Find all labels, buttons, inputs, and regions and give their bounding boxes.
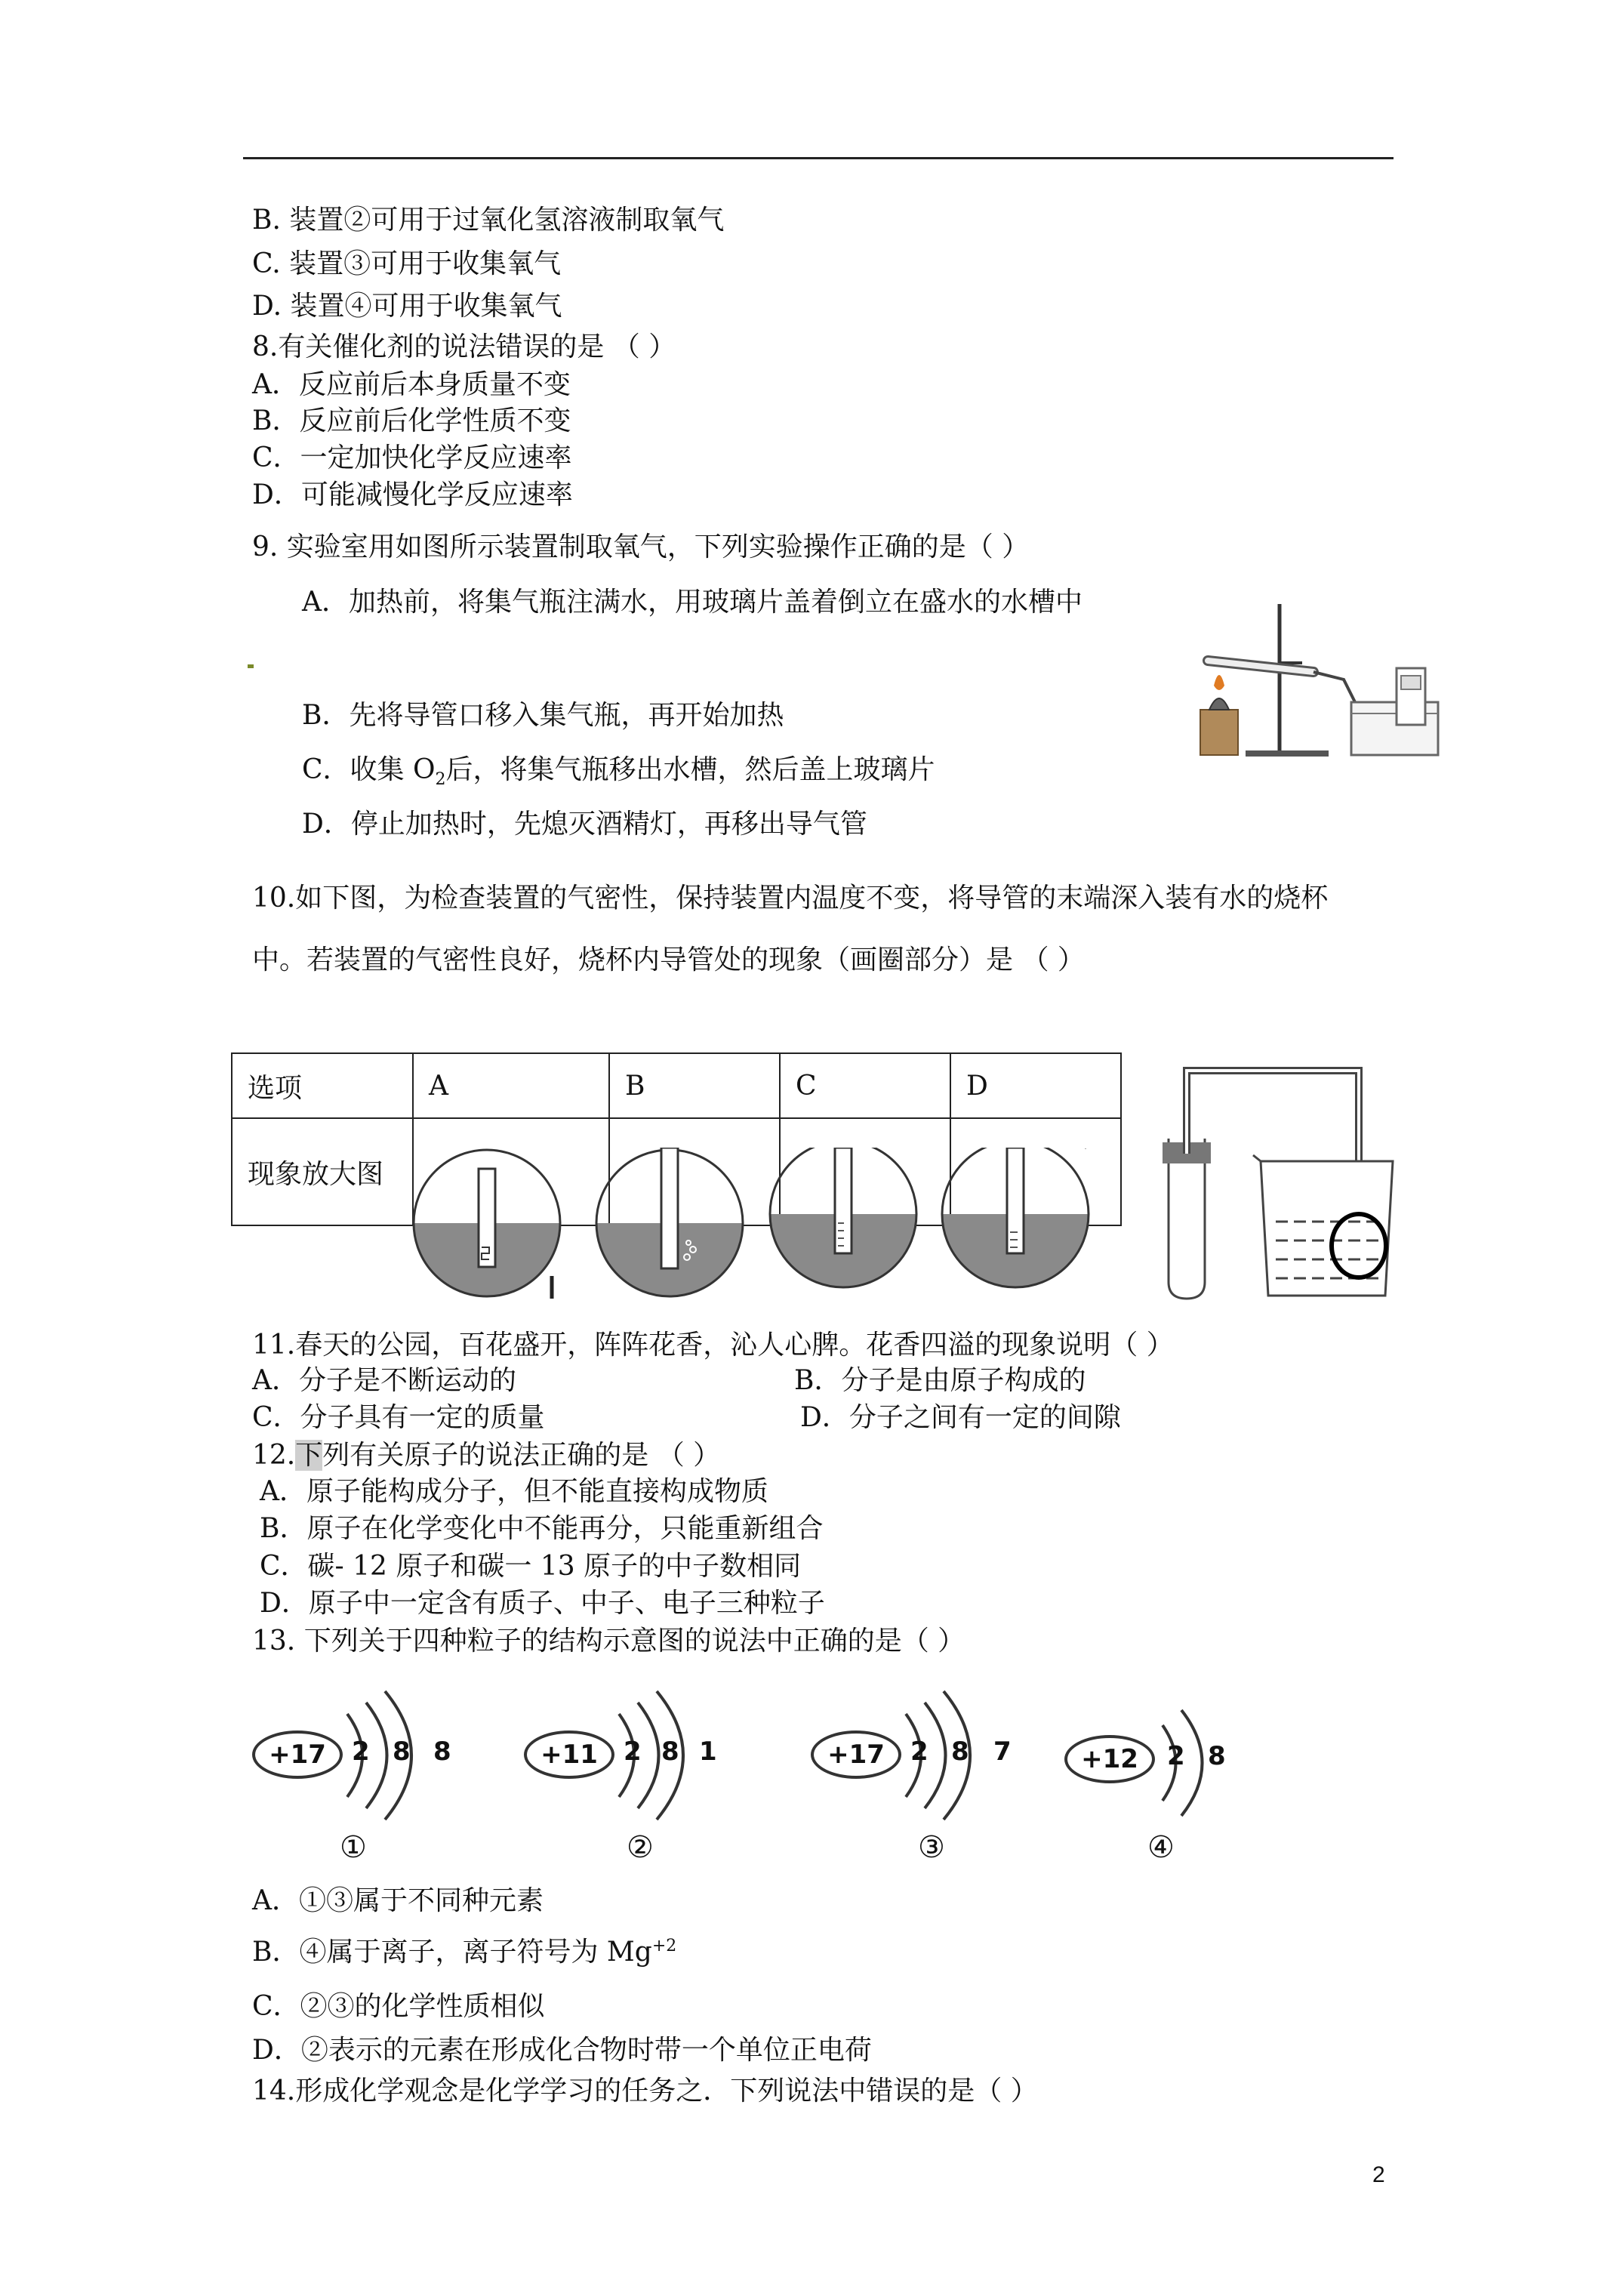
particle-2-label: ②	[627, 1830, 654, 1865]
particle-3-shell-1: 2	[910, 1737, 929, 1767]
q7-option-d: D. 装置④可用于收集氧气	[252, 291, 562, 322]
q10-stem-line1: 10.如下图，为检查装置的气密性，保持装置内温度不变，将导管的末端深入装有水的烧杯	[252, 883, 1329, 914]
particle-4-shell-2: 8	[1208, 1741, 1226, 1771]
particle-2-shell-2: 8	[661, 1737, 679, 1767]
page-number: 2	[1372, 2162, 1385, 2187]
particle-1-nucleus: +17	[252, 1730, 343, 1779]
q8-option-b: B．反应前后化学性质不变	[252, 405, 571, 436]
q10-view-c	[762, 1148, 929, 1297]
stray-mark	[248, 664, 254, 668]
q7-option-b: B. 装置②可用于过氧化氢溶液制取氧气	[252, 205, 725, 236]
q13-option-c: C．②③的化学性质相似	[252, 1991, 545, 2022]
particle-4	[1064, 1684, 1298, 1865]
particle-4-label: ④	[1147, 1830, 1175, 1865]
particle-2-shell-3: 1	[699, 1737, 717, 1767]
particle-3	[808, 1684, 1057, 1865]
q13-option-b: B．④属于离子，离子符号为 $Mg^{+2}$	[252, 1937, 677, 1968]
q12-option-d: D．原子中一定含有质子、中子、电子三种粒子	[260, 1588, 825, 1619]
q10-option-d-header: D	[950, 1053, 1121, 1118]
q9-option-d: D．停止加热时，先熄灭酒精灯，再移出导气管	[302, 809, 867, 840]
particle-3-nucleus: +17	[811, 1730, 901, 1779]
q9-option-c: C．收集 $O_2$后，将集气瓶移出水槽，然后盖上玻璃片	[302, 754, 935, 790]
q11-option-b: B．分子是由原子构成的	[794, 1365, 1086, 1396]
airtightness-apparatus	[1132, 1056, 1404, 1308]
q10-view-d	[936, 1148, 1102, 1297]
particle-4-nucleus: +12	[1064, 1735, 1155, 1783]
q14-stem: 14.形成化学观念是化学学习的任务之．下列说法中错误的是（ ）	[252, 2076, 1038, 2106]
q9-stem: 9. 实验室用如图所示装置制取氧气，下列实验操作正确的是（ ）	[252, 532, 1030, 562]
particle-1-shell-3: 8	[433, 1737, 451, 1767]
q12-option-c: C．碳- 12 原子和碳一 13 原子的中子数相同	[260, 1551, 802, 1582]
q13-option-a: A．①③属于不同种元素	[252, 1885, 544, 1916]
q10-row2-label: 现象放大图	[232, 1118, 413, 1225]
q12-stem: 12.下列有关原子的说法正确的是 （ ）	[252, 1440, 721, 1471]
q13-stem: 13. 下列关于四种粒子的结构示意图的说法中正确的是（ ）	[252, 1626, 965, 1657]
q12-option-a: A．原子能构成分子，但不能直接构成物质	[260, 1476, 768, 1507]
particle-1-shell-2: 8	[393, 1737, 411, 1767]
q10-magnified-views	[408, 1148, 1117, 1299]
q13-option-d: D．②表示的元素在形成化合物时带一个单位正电荷	[252, 2035, 872, 2066]
atomic-structures	[249, 1684, 1306, 1865]
q10-option-b-header: B	[609, 1053, 780, 1118]
particle-3-label: ③	[918, 1830, 945, 1865]
particle-3-shell-3: 7	[993, 1737, 1012, 1767]
q10-option-c-header: C	[780, 1053, 950, 1118]
q11-option-a: A．分子是不断运动的	[252, 1365, 516, 1396]
q10-view-b	[589, 1148, 755, 1299]
q10-option-a-header: A	[413, 1053, 609, 1118]
oxygen-apparatus-figure	[1185, 589, 1442, 763]
particle-2-shell-1: 2	[624, 1737, 642, 1767]
q8-option-c: C．一定加快化学反应速率	[252, 442, 572, 473]
q11-stem: 11.春天的公园，百花盛开，阵阵花香，沁人心脾。花香四溢的现象说明（ ）	[252, 1330, 1174, 1361]
q10-row1-label: 选项	[232, 1053, 413, 1118]
particle-1-label: ①	[340, 1830, 367, 1865]
q7-option-c: C. 装置③可用于收集氧气	[252, 248, 562, 279]
q11-option-c: C．分子具有一定的质量	[252, 1402, 545, 1433]
q9-option-a: A．加热前，将集气瓶注满水，用玻璃片盖着倒立在盛水的水槽中	[302, 587, 1083, 618]
q8-option-a: A．反应前后本身质量不变	[252, 369, 571, 400]
particle-1	[249, 1684, 498, 1865]
q11-option-d: D．分子之间有一定的间隙	[800, 1402, 1121, 1433]
q10-view-a	[408, 1150, 574, 1299]
particle-2	[521, 1684, 770, 1865]
particle-4-shell-1: 2	[1167, 1741, 1185, 1771]
particle-2-nucleus: +11	[524, 1730, 614, 1779]
q10-stem-line2: 中。若装置的气密性良好，烧杯内导管处的现象（画圈部分）是 （ ）	[252, 945, 1085, 975]
q12-option-b: B．原子在化学变化中不能再分，只能重新组合	[260, 1513, 824, 1544]
q8-option-d: D．可能减慢化学反应速率	[252, 479, 573, 510]
particle-1-shell-1: 2	[352, 1737, 370, 1767]
q9-option-b: B．先将导管口移入集气瓶，再开始加热	[302, 700, 784, 731]
q8-stem: 8.有关催化剂的说法错误的是 （ ）	[252, 331, 676, 362]
particle-3-shell-2: 8	[951, 1737, 969, 1767]
header-rule	[243, 157, 1394, 159]
